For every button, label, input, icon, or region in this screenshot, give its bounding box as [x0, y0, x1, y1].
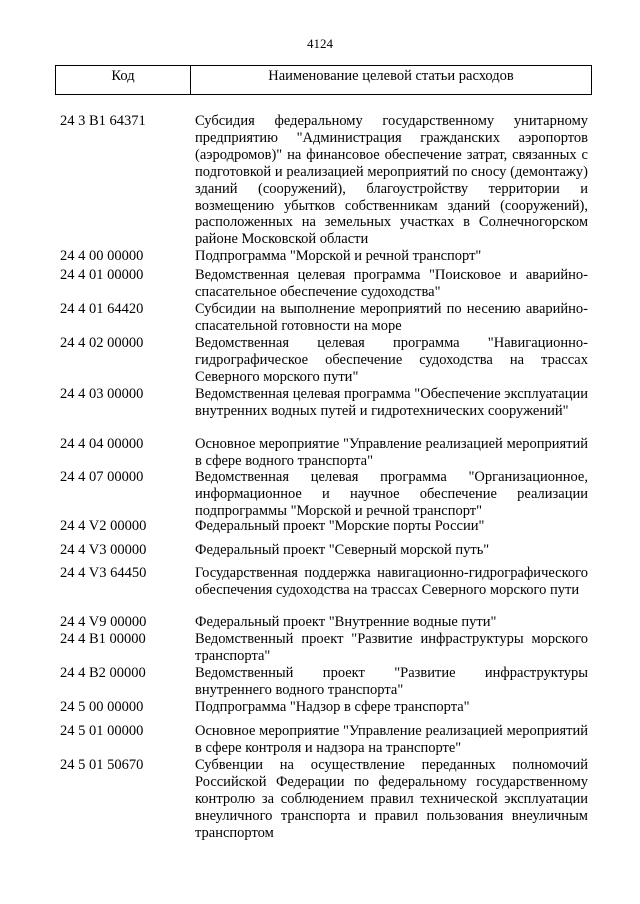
- row-code: 24 3 В1 64371: [60, 113, 146, 129]
- row-code: 24 4 V9 00000: [60, 614, 147, 630]
- row-code: 24 5 01 00000: [60, 723, 144, 739]
- row-name: Субвенции на осуществление переданных полномочий Российской Федерации по федеральному государственному контролю за соблюдением правил технической эксплуатации внеуличного транспорта и правил пользования внеуличным транспортом: [195, 757, 588, 841]
- page-number: 4124: [307, 36, 333, 51]
- row-code: 24 5 00 00000: [60, 699, 144, 715]
- row-code: 24 4 V3 00000: [60, 542, 147, 558]
- table-row: [60, 469, 588, 520]
- row-code: 24 4 В2 00000: [60, 665, 146, 681]
- row-code: 24 4 01 00000: [60, 267, 144, 283]
- table-row: [60, 699, 588, 716]
- table-row: [60, 723, 588, 757]
- row-name: Подпрограмма "Морской и речной транспорт": [195, 248, 482, 264]
- table-row: [60, 518, 588, 535]
- row-name: Федеральный проект "Морские порты России": [195, 518, 485, 534]
- table-row: [60, 631, 588, 665]
- row-name: Ведомственная целевая программа "Поисковое и аварийно-спасательное обеспечение судоходства": [195, 267, 588, 300]
- row-name: Ведомственный проект "Развитие инфраструктуры внутреннего водного транспорта": [195, 665, 588, 698]
- row-code: 24 4 03 00000: [60, 386, 144, 402]
- table-header: [55, 65, 592, 95]
- table-row: [60, 542, 588, 559]
- table-row: [60, 565, 588, 599]
- row-name: Подпрограмма "Надзор в сфере транспорта": [195, 699, 470, 715]
- row-name: Субсидии на выполнение мероприятий по несению аварийно-спасательной готовности на море: [195, 301, 588, 334]
- row-name: Федеральный проект "Северный морской путь": [195, 542, 490, 558]
- row-name: Ведомственная целевая программа "Навигационно-гидрографическое обеспечение судоходства на трассах Северного морского пути": [195, 335, 588, 385]
- row-name: Основное мероприятие "Управление реализацией мероприятий в сфере контроля и надзора на транспорте": [195, 723, 588, 756]
- row-code: 24 4 V2 00000: [60, 518, 147, 534]
- table-row: [60, 301, 588, 335]
- row-code: 24 4 00 00000: [60, 248, 144, 264]
- row-code: 24 4 01 64420: [60, 301, 144, 317]
- table-row: [60, 386, 588, 420]
- table-row: [60, 113, 588, 248]
- table-row: [60, 436, 588, 470]
- row-name: Ведомственный проект "Развитие инфраструктуры морского транспорта": [195, 631, 588, 664]
- table-row: [60, 757, 588, 842]
- table-row: [60, 267, 588, 301]
- table-row: [60, 665, 588, 699]
- row-code: 24 4 В1 00000: [60, 631, 146, 647]
- row-code: 24 4 04 00000: [60, 436, 144, 452]
- row-name: Ведомственная целевая программа "Организационное, информационное и научное обеспечение реализации подпрограммы "Морской и речной транспорт": [195, 469, 588, 519]
- row-name: Федеральный проект "Внутренние водные пути": [195, 614, 497, 630]
- row-code: 24 4 V3 64450: [60, 565, 147, 581]
- table-row: [60, 614, 588, 631]
- row-name: Ведомственная целевая программа "Обеспечение эксплуатации внутренних водных путей и гидротехнических сооружений": [195, 386, 588, 419]
- column-header-code: Код: [56, 66, 191, 94]
- row-name: Государственная поддержка навигационно-гидрографического обеспечения судоходства на трассах Северного морского пути: [195, 565, 588, 598]
- table-row: [60, 248, 588, 265]
- row-code: 24 5 01 50670: [60, 757, 144, 773]
- row-code: 24 4 02 00000: [60, 335, 144, 351]
- row-name: Основное мероприятие "Управление реализацией мероприятий в сфере водного транспорта": [195, 436, 588, 469]
- row-code: 24 4 07 00000: [60, 469, 144, 485]
- column-header-name: Наименование целевой статьи расходов: [268, 68, 514, 84]
- table-row: [60, 335, 588, 386]
- row-name: Субсидия федеральному государственному унитарному предприятию "Администрация гражданских аэропортов (аэродромов)" на финансовое обеспечение затрат, связанных с подготовкой и реализацией мероприятий по сносу (демонтажу) зданий (сооружений), благоустройству территории и возмещению убытков собственникам зданий (сооружений), расположенных на земельных участках в Солнечногорском районе Московской области: [195, 113, 588, 248]
